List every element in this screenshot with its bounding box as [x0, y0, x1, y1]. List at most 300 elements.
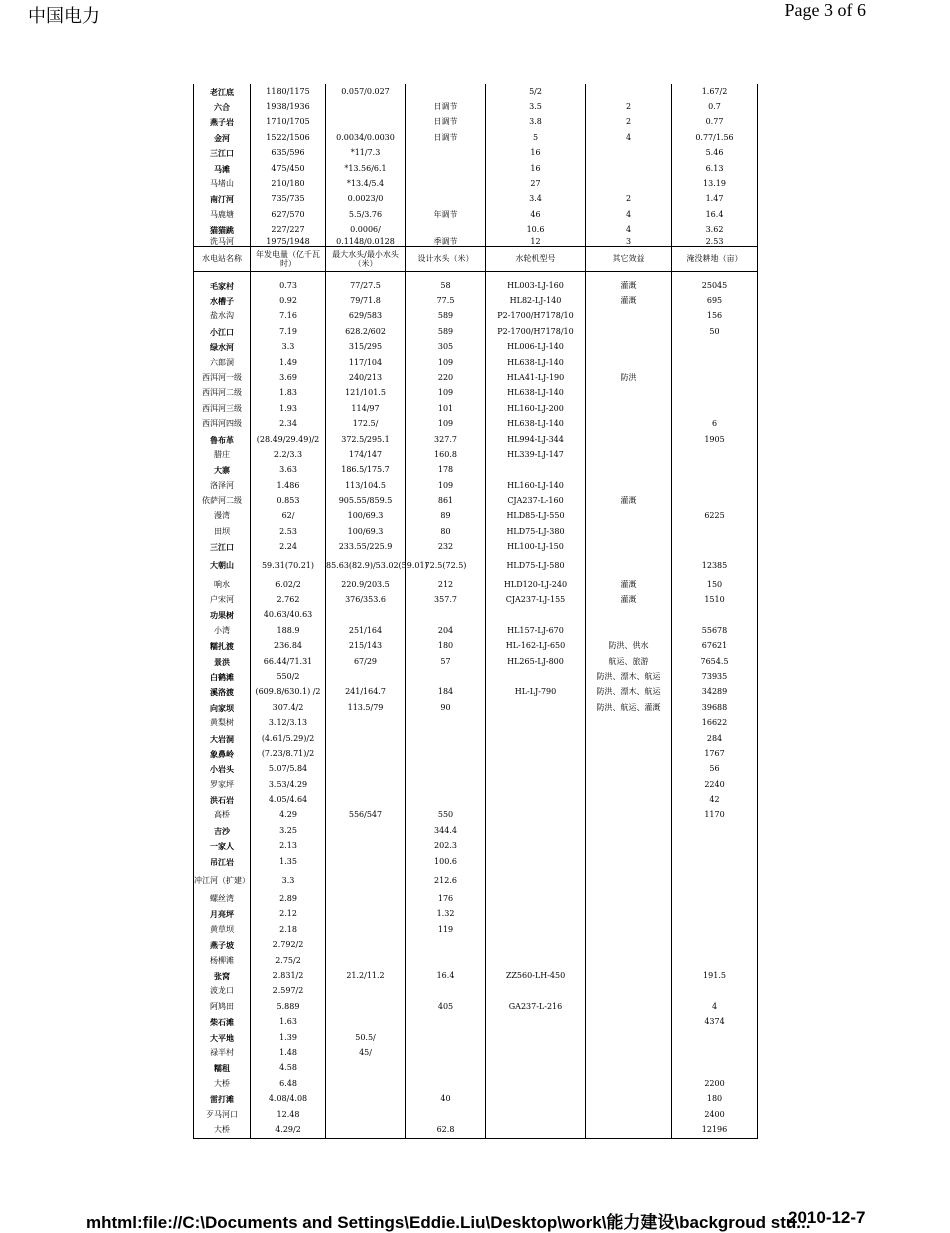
- cell-c5: [586, 1030, 672, 1045]
- cell-c1: 3.3: [251, 869, 326, 891]
- cell-c2: [326, 1076, 406, 1091]
- cell-station-name: 歹马河口: [194, 1107, 251, 1122]
- cell-station-name: 景洪: [194, 654, 251, 669]
- cell-c3: 72.5(72.5): [406, 555, 486, 577]
- cell-c3: 344.4: [406, 823, 486, 838]
- cell-c4: [486, 1045, 586, 1060]
- cell-c6: 284: [672, 731, 758, 746]
- table-header-row: [194, 246, 758, 271]
- table-top-section: [194, 84, 758, 238]
- cell-c3: 109: [406, 355, 486, 370]
- cell-c5: [586, 176, 672, 191]
- cell-c1: 1.48: [251, 1045, 326, 1060]
- cell-station-name: 燕子坡: [194, 938, 251, 953]
- cell-station-name: 大桥: [194, 1076, 251, 1091]
- cell-c2: [326, 953, 406, 968]
- cell-c4: 46: [486, 207, 586, 222]
- cell-c6: 156: [672, 309, 758, 324]
- table-row: [194, 953, 758, 968]
- cell-c3: 58: [406, 278, 486, 293]
- cell-c6: 12196: [672, 1122, 758, 1138]
- cell-c4: P2-1700/H7178/10: [486, 324, 586, 339]
- cell-c1: 1975/1948: [251, 238, 326, 247]
- table-row: [194, 1107, 758, 1122]
- cell-c3: [406, 762, 486, 777]
- cell-c2: [326, 922, 406, 937]
- cell-station-name: 马鹿塘: [194, 207, 251, 222]
- cell-c1: 3.63: [251, 463, 326, 478]
- cell-c1: 3.69: [251, 370, 326, 385]
- cell-c6: 39688: [672, 700, 758, 715]
- cell-c4: 16: [486, 161, 586, 176]
- cell-c3: 119: [406, 922, 486, 937]
- cell-c4: HLA41-LJ-190: [486, 370, 586, 385]
- cell-station-name: 小岩头: [194, 762, 251, 777]
- cell-c1: 2.13: [251, 839, 326, 854]
- cell-c1: (7.23/8.71)/2: [251, 746, 326, 761]
- cell-station-name: 腊庄: [194, 447, 251, 462]
- cell-c2: 67/29: [326, 654, 406, 669]
- cell-c3: [406, 161, 486, 176]
- table-row: [194, 869, 758, 891]
- cell-c3: 100.6: [406, 854, 486, 869]
- cell-c3: [406, 1107, 486, 1122]
- cell-c4: [486, 1030, 586, 1045]
- cell-c3: 109: [406, 478, 486, 493]
- cell-c3: [406, 953, 486, 968]
- cell-c1: 1710/1705: [251, 115, 326, 130]
- cell-c4: [486, 715, 586, 730]
- cell-c6: 2240: [672, 777, 758, 792]
- cell-c2: 0.1148/0.0128: [326, 238, 406, 247]
- cell-c3: [406, 1076, 486, 1091]
- cell-c4: [486, 823, 586, 838]
- cell-c3: 109: [406, 386, 486, 401]
- cell-c4: HL003-LJ-160: [486, 278, 586, 293]
- cell-c4: [486, 839, 586, 854]
- column-header-design-head: 设计水头（米）: [406, 246, 486, 271]
- cell-c4: [486, 1122, 586, 1138]
- cell-c6: 1905: [672, 432, 758, 447]
- cell-c2: [326, 1061, 406, 1076]
- cell-c4: [486, 1076, 586, 1091]
- cell-c6: [672, 463, 758, 478]
- cell-station-name: 洛泽河: [194, 478, 251, 493]
- cell-c5: [586, 762, 672, 777]
- cell-c5: [586, 968, 672, 983]
- cell-station-name: 一家人: [194, 839, 251, 854]
- cell-c3: [406, 223, 486, 238]
- cell-c5: 防洪: [586, 370, 672, 385]
- cell-c6: 2400: [672, 1107, 758, 1122]
- cell-c1: 210/180: [251, 176, 326, 191]
- cell-c6: 2200: [672, 1076, 758, 1091]
- cell-c3: 212.6: [406, 869, 486, 891]
- table-row: [194, 99, 758, 114]
- cell-c4: [486, 1061, 586, 1076]
- cell-c1: 59.31(70.21): [251, 555, 326, 577]
- cell-c1: 1.93: [251, 401, 326, 416]
- cell-station-name: 水槽子: [194, 293, 251, 308]
- cell-c4: [486, 700, 586, 715]
- cell-station-name: 罗家坪: [194, 777, 251, 792]
- table-main-section: [194, 278, 758, 1138]
- cell-c5: [586, 447, 672, 462]
- cell-c3: 305: [406, 339, 486, 354]
- cell-c1: 1.63: [251, 1014, 326, 1029]
- cell-c4: HL638-LJ-140: [486, 386, 586, 401]
- cell-c6: [672, 355, 758, 370]
- cell-c2: 0.0034/0.0030: [326, 130, 406, 145]
- cell-c6: [672, 524, 758, 539]
- cell-c1: 3.3: [251, 339, 326, 354]
- table-row: [194, 839, 758, 854]
- table-row: [194, 623, 758, 638]
- cell-c6: 12385: [672, 555, 758, 577]
- cell-c4: 27: [486, 176, 586, 191]
- cell-station-name: 小江口: [194, 324, 251, 339]
- cell-c1: 2.89: [251, 891, 326, 906]
- table-row: [194, 968, 758, 983]
- cell-c5: [586, 1091, 672, 1106]
- cell-station-name: 白鹤滩: [194, 669, 251, 684]
- cell-c5: 航运、旅游: [586, 654, 672, 669]
- cell-c3: 季调节: [406, 238, 486, 247]
- cell-station-name: 大朝山: [194, 555, 251, 577]
- cell-c5: 防洪、供水: [586, 639, 672, 654]
- cell-c1: 5.07/5.84: [251, 762, 326, 777]
- cell-c2: *11/7.3: [326, 146, 406, 161]
- cell-c3: 日调节: [406, 115, 486, 130]
- cell-c3: [406, 777, 486, 792]
- cell-station-name: 盐水沟: [194, 309, 251, 324]
- cell-c2: 117/104: [326, 355, 406, 370]
- cell-c6: 150: [672, 577, 758, 592]
- table-row: [194, 608, 758, 623]
- cell-c1: 635/596: [251, 146, 326, 161]
- cell-c1: 550/2: [251, 669, 326, 684]
- cell-c5: [586, 416, 672, 431]
- table-row: [194, 654, 758, 669]
- cell-c2: [326, 762, 406, 777]
- table-row: [194, 746, 758, 761]
- cell-c4: 5/2: [486, 84, 586, 99]
- cell-c2: 240/213: [326, 370, 406, 385]
- cell-c3: [406, 669, 486, 684]
- cell-station-name: 糯租: [194, 1061, 251, 1076]
- cell-c4: [486, 938, 586, 953]
- cell-station-name: 雷打滩: [194, 1091, 251, 1106]
- cell-c2: 113/104.5: [326, 478, 406, 493]
- cell-c4: 12: [486, 238, 586, 247]
- cell-station-name: 月亮坪: [194, 907, 251, 922]
- cell-c2: [326, 99, 406, 114]
- cell-station-name: 六郎洞: [194, 355, 251, 370]
- cell-c1: 3.12/3.13: [251, 715, 326, 730]
- cell-c2: 113.5/79: [326, 700, 406, 715]
- cell-station-name: 波龙口: [194, 984, 251, 999]
- cell-station-name: 螺丝湾: [194, 891, 251, 906]
- table-row: [194, 84, 758, 99]
- table-row: [194, 984, 758, 999]
- cell-c3: 357.7: [406, 592, 486, 607]
- cell-c3: 日调节: [406, 130, 486, 145]
- cell-station-name: 向家坝: [194, 700, 251, 715]
- cell-c5: [586, 999, 672, 1014]
- table-row: [194, 416, 758, 431]
- cell-c5: [586, 854, 672, 869]
- column-header-other-benefits: 其它效益: [586, 246, 672, 271]
- cell-c2: 45/: [326, 1045, 406, 1060]
- cell-c1: (609.8/630.1) /2: [251, 685, 326, 700]
- cell-c2: [326, 669, 406, 684]
- cell-c6: [672, 608, 758, 623]
- table-row: [194, 401, 758, 416]
- table-row: [194, 386, 758, 401]
- table-row: [194, 115, 758, 130]
- cell-station-name: 大岩洞: [194, 731, 251, 746]
- cell-c1: 4.08/4.08: [251, 1091, 326, 1106]
- cell-c4: [486, 808, 586, 823]
- table-row: [194, 192, 758, 207]
- cell-c4: [486, 777, 586, 792]
- cell-c4: [486, 669, 586, 684]
- cell-c6: 13.19: [672, 176, 758, 191]
- cell-c1: 6.48: [251, 1076, 326, 1091]
- footer-file-path: mhtml:file://C:\Documents and Settings\Eddie.Liu\Desktop\work\能力建设\backgroud stu...: [86, 1213, 811, 1232]
- cell-c5: [586, 524, 672, 539]
- table-row: [194, 938, 758, 953]
- table-row: [194, 540, 758, 555]
- cell-c3: 89: [406, 509, 486, 524]
- cell-station-name: 马滩: [194, 161, 251, 176]
- cell-c1: 1.83: [251, 386, 326, 401]
- table-row: [194, 478, 758, 493]
- cell-c2: [326, 1107, 406, 1122]
- table-row: [194, 891, 758, 906]
- cell-c1: 307.4/2: [251, 700, 326, 715]
- cell-c2: *13.56/6.1: [326, 161, 406, 176]
- cell-station-name: 洪石岩: [194, 792, 251, 807]
- cell-c3: [406, 146, 486, 161]
- cell-c5: 4: [586, 207, 672, 222]
- cell-c5: 防洪、航运、灌溉: [586, 700, 672, 715]
- cell-station-name: 西洱河一级: [194, 370, 251, 385]
- cell-station-name: 柴石滩: [194, 1014, 251, 1029]
- cell-c6: 6.13: [672, 161, 758, 176]
- cell-c3: 180: [406, 639, 486, 654]
- cell-c4: [486, 922, 586, 937]
- cell-c4: [486, 463, 586, 478]
- cell-c2: 251/164: [326, 623, 406, 638]
- cell-c5: [586, 1045, 672, 1060]
- cell-c5: [586, 161, 672, 176]
- table-row: [194, 792, 758, 807]
- cell-c4: [486, 891, 586, 906]
- cell-c5: [586, 1076, 672, 1091]
- cell-station-name: 功果树: [194, 608, 251, 623]
- cell-c2: 186.5/175.7: [326, 463, 406, 478]
- cell-c4: [486, 869, 586, 891]
- cell-c5: [586, 386, 672, 401]
- cell-c6: 1767: [672, 746, 758, 761]
- table-row: [194, 592, 758, 607]
- cell-station-name: 漫湾: [194, 509, 251, 524]
- table-row: [194, 1030, 758, 1045]
- cell-c6: [672, 938, 758, 953]
- cell-c5: [586, 432, 672, 447]
- cell-c6: 6225: [672, 509, 758, 524]
- cell-c3: 550: [406, 808, 486, 823]
- cell-c5: [586, 84, 672, 99]
- cell-c6: [672, 540, 758, 555]
- cell-c4: 3.4: [486, 192, 586, 207]
- cell-c1: 1938/1936: [251, 99, 326, 114]
- table-row: [194, 432, 758, 447]
- cell-c1: 40.63/40.63: [251, 608, 326, 623]
- cell-c1: 1.49: [251, 355, 326, 370]
- cell-c6: 4: [672, 999, 758, 1014]
- cell-c3: [406, 84, 486, 99]
- cell-c5: 灌溉: [586, 293, 672, 308]
- cell-c2: [326, 731, 406, 746]
- cell-c5: [586, 146, 672, 161]
- cell-station-name: 吉沙: [194, 823, 251, 838]
- cell-c2: 628.2/602: [326, 324, 406, 339]
- cell-c4: HL994-LJ-344: [486, 432, 586, 447]
- cell-c5: [586, 1107, 672, 1122]
- table-row: [194, 293, 758, 308]
- cell-station-name: 燕子岩: [194, 115, 251, 130]
- column-header-turbine-model: 水轮机型号: [486, 246, 586, 271]
- cell-c2: [326, 938, 406, 953]
- table-row: [194, 1076, 758, 1091]
- cell-c6: 1510: [672, 592, 758, 607]
- cell-c6: [672, 984, 758, 999]
- table-row: [194, 509, 758, 524]
- cell-c2: [326, 715, 406, 730]
- cell-c5: [586, 478, 672, 493]
- cell-c6: [672, 869, 758, 891]
- cell-c3: 589: [406, 324, 486, 339]
- cell-c4: P2-1700/H7178/10: [486, 309, 586, 324]
- cell-c5: 4: [586, 130, 672, 145]
- cell-station-name: 张窝: [194, 968, 251, 983]
- cell-c5: 2: [586, 99, 672, 114]
- cell-c5: 3: [586, 238, 672, 247]
- cell-c2: 241/164.7: [326, 685, 406, 700]
- cell-c6: [672, 370, 758, 385]
- cell-c3: 年调节: [406, 207, 486, 222]
- cell-station-name: 糯扎渡: [194, 639, 251, 654]
- cell-c2: [326, 792, 406, 807]
- cell-c2: 77/27.5: [326, 278, 406, 293]
- cell-station-name: 吊江岩: [194, 854, 251, 869]
- cell-c6: [672, 401, 758, 416]
- cell-station-name: 南汀河: [194, 192, 251, 207]
- cell-c6: [672, 447, 758, 462]
- cell-c5: [586, 869, 672, 891]
- cell-c4: HL339-LJ-147: [486, 447, 586, 462]
- cell-c1: 2.18: [251, 922, 326, 937]
- cell-c5: 灌溉: [586, 577, 672, 592]
- table-row: [194, 1045, 758, 1060]
- table-row: [194, 370, 758, 385]
- cell-station-name: 大平地: [194, 1030, 251, 1045]
- cell-station-name: 大寨: [194, 463, 251, 478]
- cell-c4: GA237-L-216: [486, 999, 586, 1014]
- cell-c2: 100/69.3: [326, 524, 406, 539]
- cell-c3: [406, 1061, 486, 1076]
- cell-c6: [672, 907, 758, 922]
- cell-c1: 2.12: [251, 907, 326, 922]
- cell-c4: HL100-LJ-150: [486, 540, 586, 555]
- cell-c3: 405: [406, 999, 486, 1014]
- cell-c6: 16.4: [672, 207, 758, 222]
- cell-c3: 176: [406, 891, 486, 906]
- cell-c6: 0.77: [672, 115, 758, 130]
- cell-c6: 25045: [672, 278, 758, 293]
- cell-c2: 376/353.6: [326, 592, 406, 607]
- cell-c4: HL82-LJ-140: [486, 293, 586, 308]
- cell-c5: 4: [586, 223, 672, 238]
- cell-c1: 7.16: [251, 309, 326, 324]
- cell-c4: [486, 984, 586, 999]
- column-header-flooded-farmland: 淹没耕地（亩）: [672, 246, 758, 271]
- cell-c3: 80: [406, 524, 486, 539]
- cell-c2: [326, 1091, 406, 1106]
- table-row: [194, 922, 758, 937]
- cell-c4: HLD120-LJ-240: [486, 577, 586, 592]
- cell-c5: [586, 309, 672, 324]
- cell-c6: [672, 953, 758, 968]
- cell-station-name: 象鼻岭: [194, 746, 251, 761]
- cell-c2: 0.0023/0: [326, 192, 406, 207]
- cell-c3: 16.4: [406, 968, 486, 983]
- cell-station-name: 绿水河: [194, 339, 251, 354]
- table-row: [194, 324, 758, 339]
- cell-c4: [486, 792, 586, 807]
- cell-c6: [672, 339, 758, 354]
- table-row: [194, 823, 758, 838]
- cell-c3: [406, 1045, 486, 1060]
- cell-c2: [326, 891, 406, 906]
- cell-c6: [672, 493, 758, 508]
- table-row: [194, 907, 758, 922]
- table-row: [194, 1091, 758, 1106]
- cell-c5: [586, 355, 672, 370]
- cell-c2: 79/71.8: [326, 293, 406, 308]
- cell-c6: 7654.5: [672, 654, 758, 669]
- cell-station-name: 金河: [194, 130, 251, 145]
- table-row: [194, 577, 758, 592]
- cell-c2: [326, 777, 406, 792]
- table-row: [194, 1122, 758, 1138]
- cell-c1: 0.73: [251, 278, 326, 293]
- table-row: [194, 669, 758, 684]
- cell-c1: 4.29/2: [251, 1122, 326, 1138]
- cell-c4: HLD75-LJ-380: [486, 524, 586, 539]
- table-row: [194, 463, 758, 478]
- cell-c5: [586, 715, 672, 730]
- cell-c6: [672, 1061, 758, 1076]
- cell-c4: HL265-LJ-800: [486, 654, 586, 669]
- cell-station-name: 溪洛渡: [194, 685, 251, 700]
- cell-c6: 6: [672, 416, 758, 431]
- cell-c5: 灌溉: [586, 592, 672, 607]
- cell-c3: 202.3: [406, 839, 486, 854]
- table-row: [194, 715, 758, 730]
